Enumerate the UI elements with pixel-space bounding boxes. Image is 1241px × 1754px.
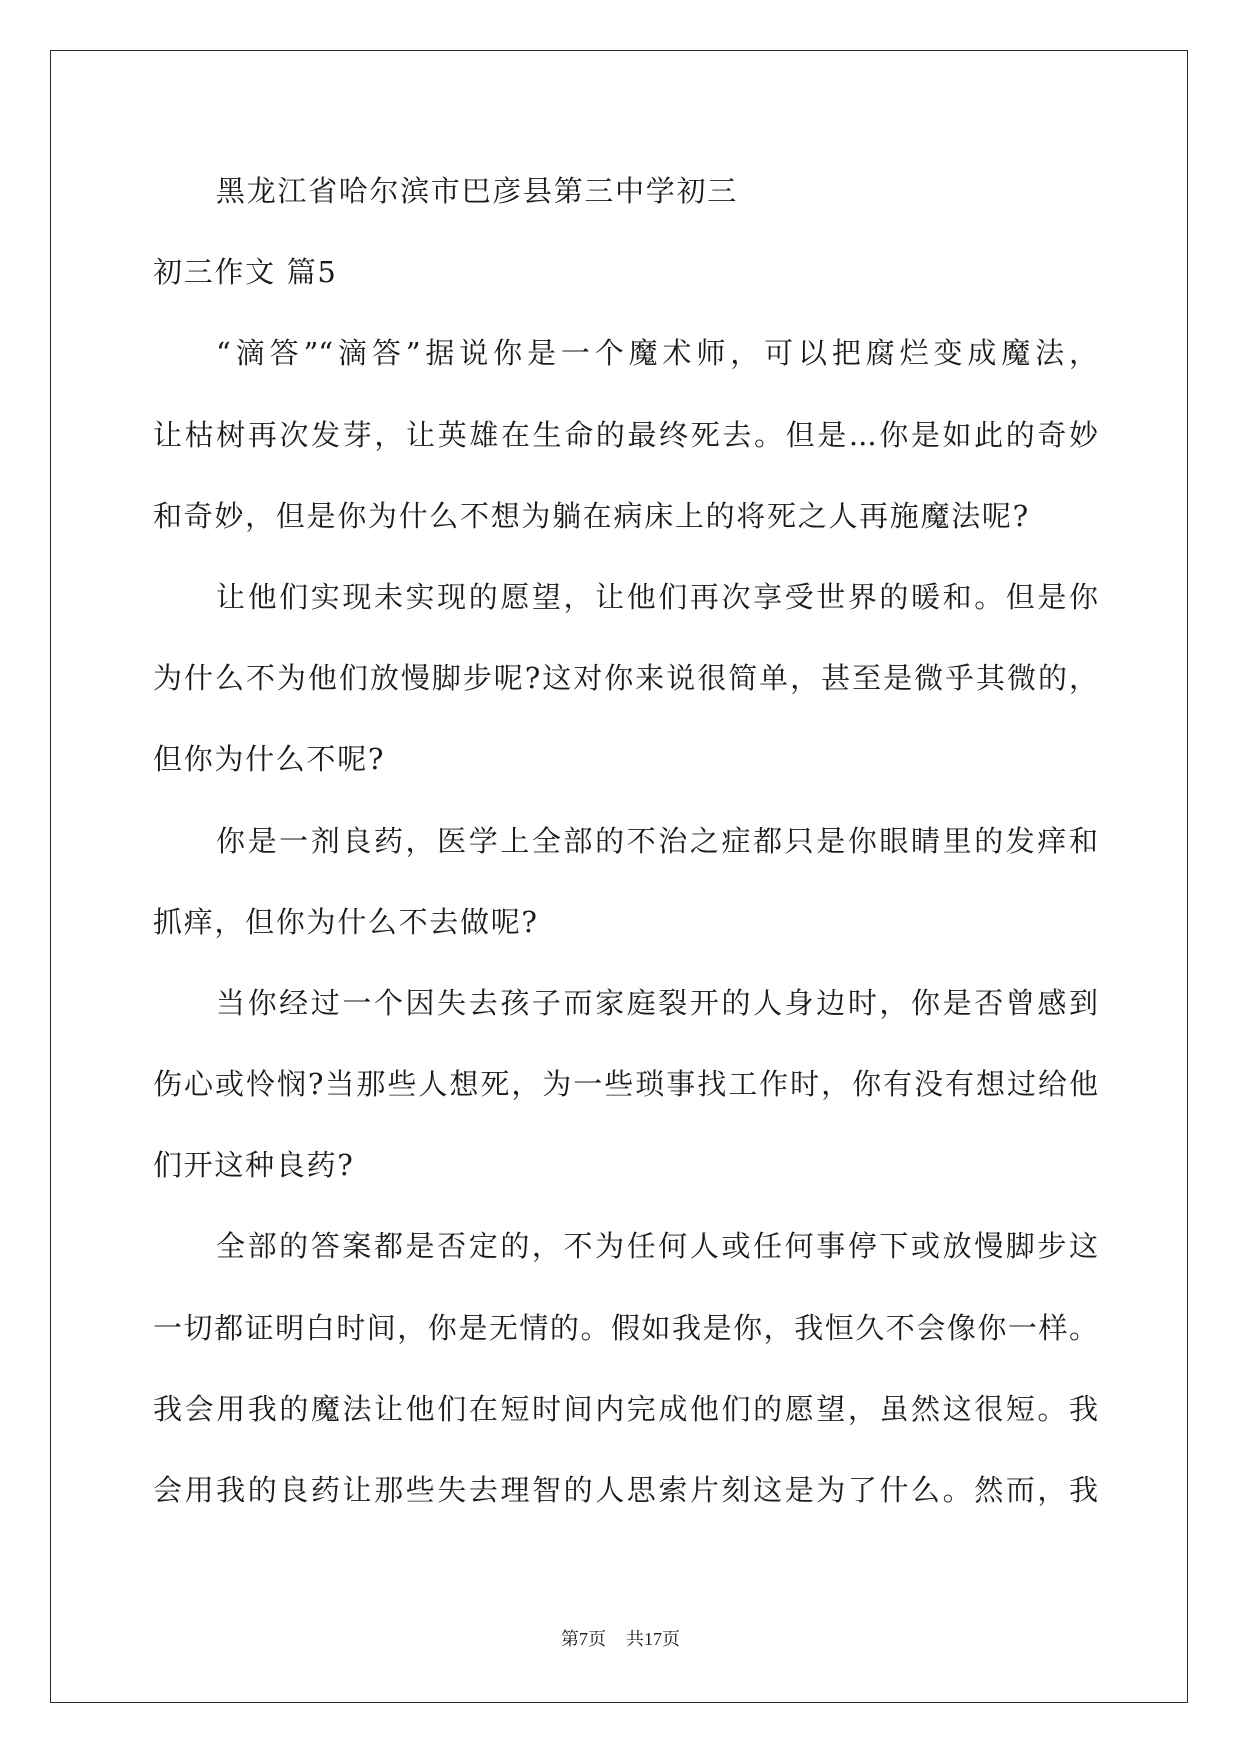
page-footer xyxy=(0,1626,1241,1652)
page-count: 共17页 xyxy=(626,1629,680,1649)
paragraph-line: 为什么不为他们放慢脚步呢?这对你来说很简单，甚至是微乎其微的， xyxy=(153,661,1098,696)
paragraph-line: 一切都证明白时间，你是无情的。假如我是你，我恒久不会像你一样。 xyxy=(153,1310,1098,1345)
page-number: 第7页 xyxy=(561,1629,606,1649)
paragraph-line: 当你经过一个因失去孩子而家庭裂开的人身边时，你是否曾感到 xyxy=(216,985,1098,1020)
paragraph-line: 让他们实现未实现的愿望，让他们再次享受世界的暖和。但是你 xyxy=(216,579,1098,614)
paragraph-line: 们开这种良药? xyxy=(153,1148,355,1183)
paragraph-line: 会用我的良药让那些失去理智的人思索片刻这是为了什么。然而，我 xyxy=(153,1473,1098,1507)
document-subtitle: 初三作文 篇5 xyxy=(153,255,338,290)
paragraph-line: 和奇妙，但是你为什么不想为躺在病床上的将死之人再施魔法呢? xyxy=(153,498,1030,533)
paragraph-line: 让枯树再次发芽，让英雄在生命的最终死去。但是...你是如此的奇妙 xyxy=(153,417,1098,452)
document-title: 黑龙江省哈尔滨市巴彦县第三中学初三 xyxy=(216,174,738,208)
paragraph-line: “滴答”“滴答”据说你是一个魔术师，可以把腐烂变成魔法， xyxy=(216,336,1098,371)
document-body xyxy=(153,151,1098,1541)
paragraph-line: 抓痒，但你为什么不去做呢? xyxy=(153,904,539,939)
paragraph xyxy=(153,801,1098,963)
paragraph-line: 伤心或怜悯?当那些人想死，为一些琐事找工作时，你有没有想过给他 xyxy=(153,1067,1098,1102)
paragraph-line: 全部的答案都是否定的，不为任何人或任何事停下或放慢脚步这 xyxy=(216,1229,1098,1264)
paragraph xyxy=(153,1206,1098,1531)
paragraph-line: 但你为什么不呢? xyxy=(153,742,386,777)
paragraph xyxy=(153,313,1098,557)
paragraph xyxy=(153,557,1098,801)
paragraph-line: 你是一剂良药，医学上全部的不治之症都只是你眼睛里的发痒和 xyxy=(216,823,1098,858)
paragraph-line: 我会用我的魔法让他们在短时间内完成他们的愿望，虽然这很短。我 xyxy=(153,1391,1098,1426)
paragraph xyxy=(153,963,1098,1207)
